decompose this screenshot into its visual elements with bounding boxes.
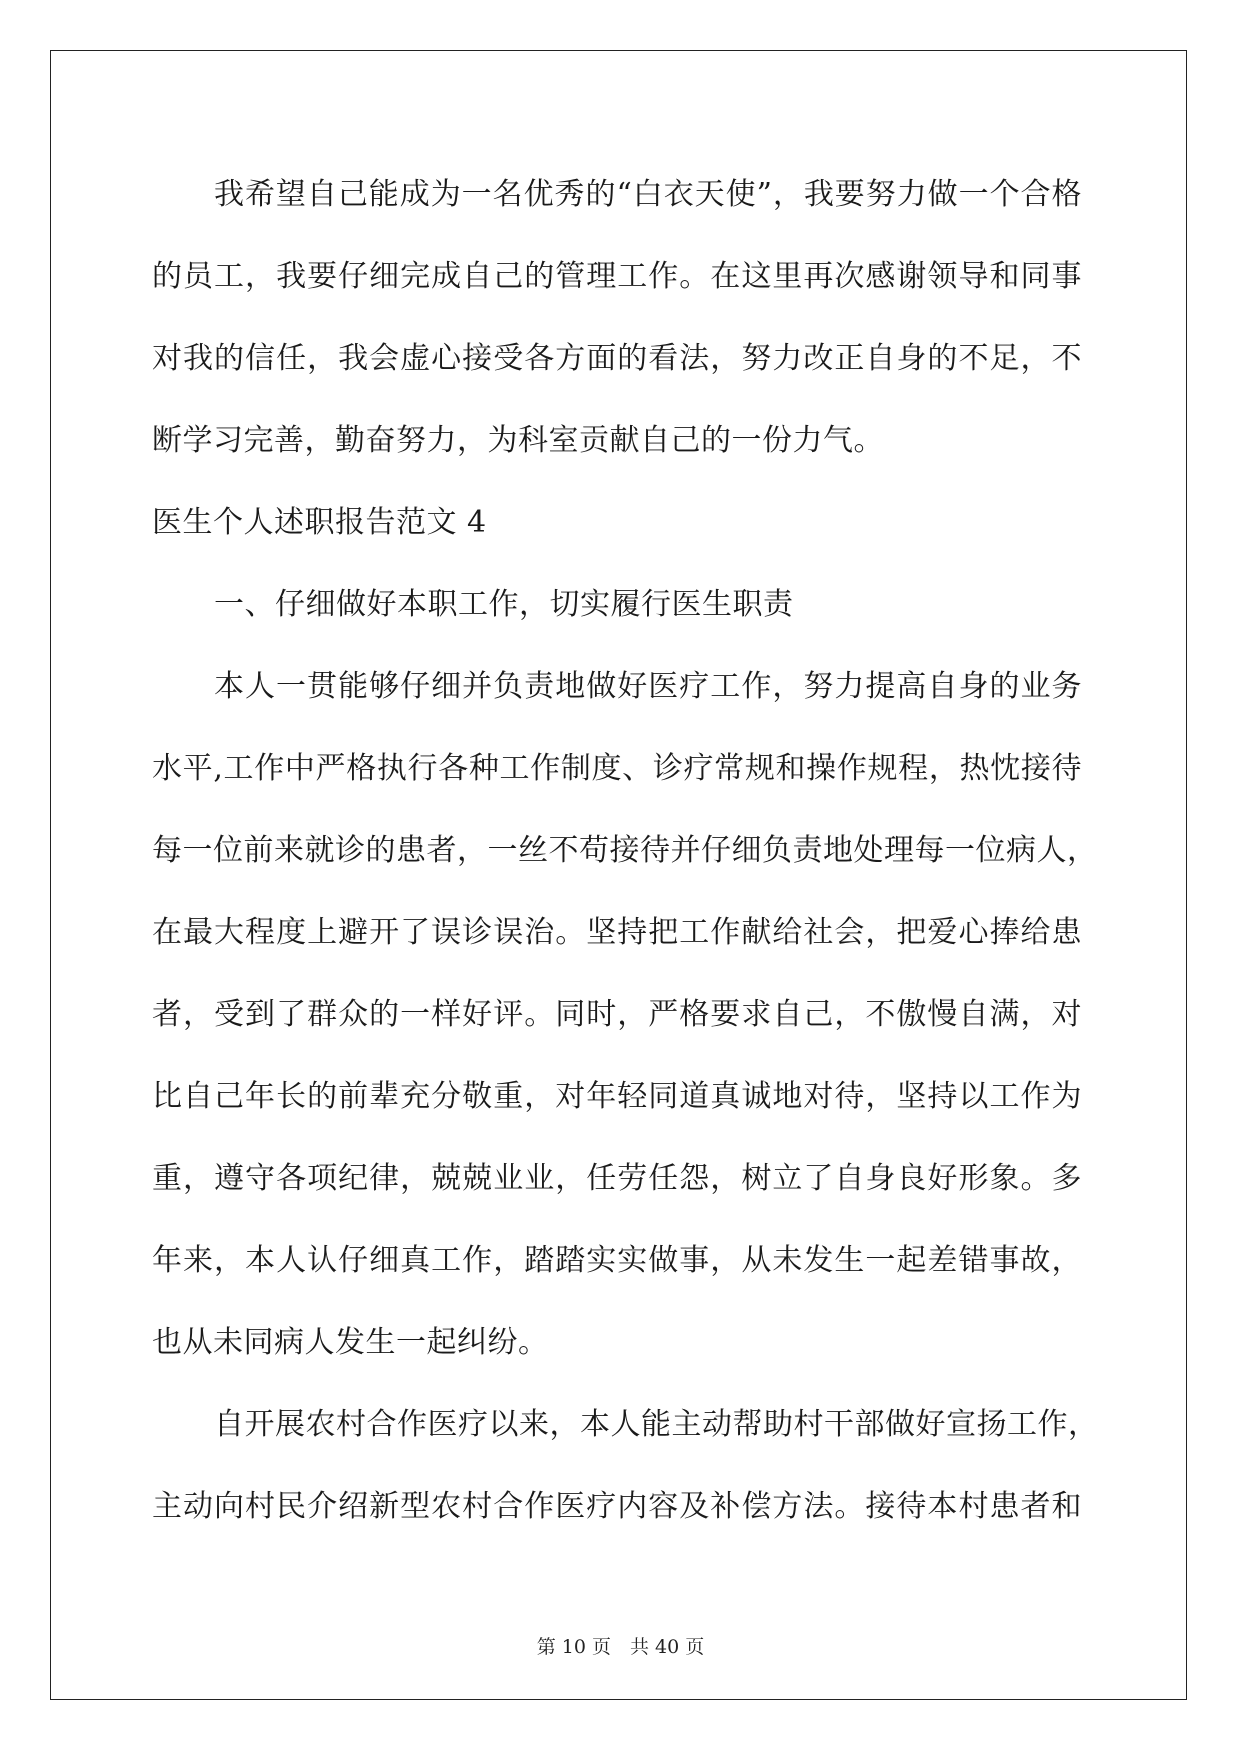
- paragraph-line: 断学习完善，勤奋努力，为科室贡献自己的一份力气。: [152, 423, 884, 458]
- section-heading: 医生个人述职报告范文 4: [152, 505, 487, 540]
- paragraph-line: 的员工，我要仔细完成自己的管理工作。在这里再次感谢领导和同事: [152, 259, 1082, 294]
- subheading: 一、仔细做好本职工作，切实履行医生职责: [214, 587, 794, 622]
- paragraph-line: 每一位前来就诊的患者，一丝不苟接待并仔细负责地处理每一位病人，: [152, 833, 1098, 868]
- paragraph-line: 重，遵守各项纪律，兢兢业业，任劳任怨，树立了自身良好形象。多: [152, 1161, 1082, 1196]
- paragraph-line: 年来，本人认仔细真工作，踏踏实实做事，从未发生一起差错事故，: [152, 1243, 1082, 1278]
- paragraph-line: 对我的信任，我会虚心接受各方面的看法，努力改正自身的不足，不: [152, 341, 1082, 376]
- paragraph-line: 也从未同病人发生一起纠纷。: [152, 1325, 549, 1360]
- paragraph-line: 者，受到了群众的一样好评。同时，严格要求自己，不傲慢自满，对: [152, 997, 1082, 1032]
- paragraph-line: 本人一贯能够仔细并负责地做好医疗工作，努力提高自身的业务: [214, 669, 1082, 704]
- paragraph-line: 比自己年长的前辈充分敬重，对年轻同道真诚地对待，坚持以工作为: [152, 1079, 1082, 1114]
- paragraph-line: 主动向村民介绍新型农村合作医疗内容及补偿方法。接待本村患者和: [152, 1489, 1082, 1524]
- paragraph-line: 我希望自己能成为一名优秀的“白衣天使”，我要努力做一个合格: [214, 177, 1082, 212]
- paragraph-line: 在最大程度上避开了误诊误治。坚持把工作献给社会，把爱心捧给患: [152, 915, 1082, 950]
- document-body: [152, 165, 1099, 1559]
- paragraph-line: 水平,工作中严格执行各种工作制度、诊疗常规和操作规程，热忱接待: [152, 751, 1082, 786]
- paragraph-line: 自开展农村合作医疗以来，本人能主动帮助村干部做好宣扬工作，: [214, 1407, 1099, 1442]
- page-footer: 第 10 页 共 40 页: [536, 1636, 705, 1658]
